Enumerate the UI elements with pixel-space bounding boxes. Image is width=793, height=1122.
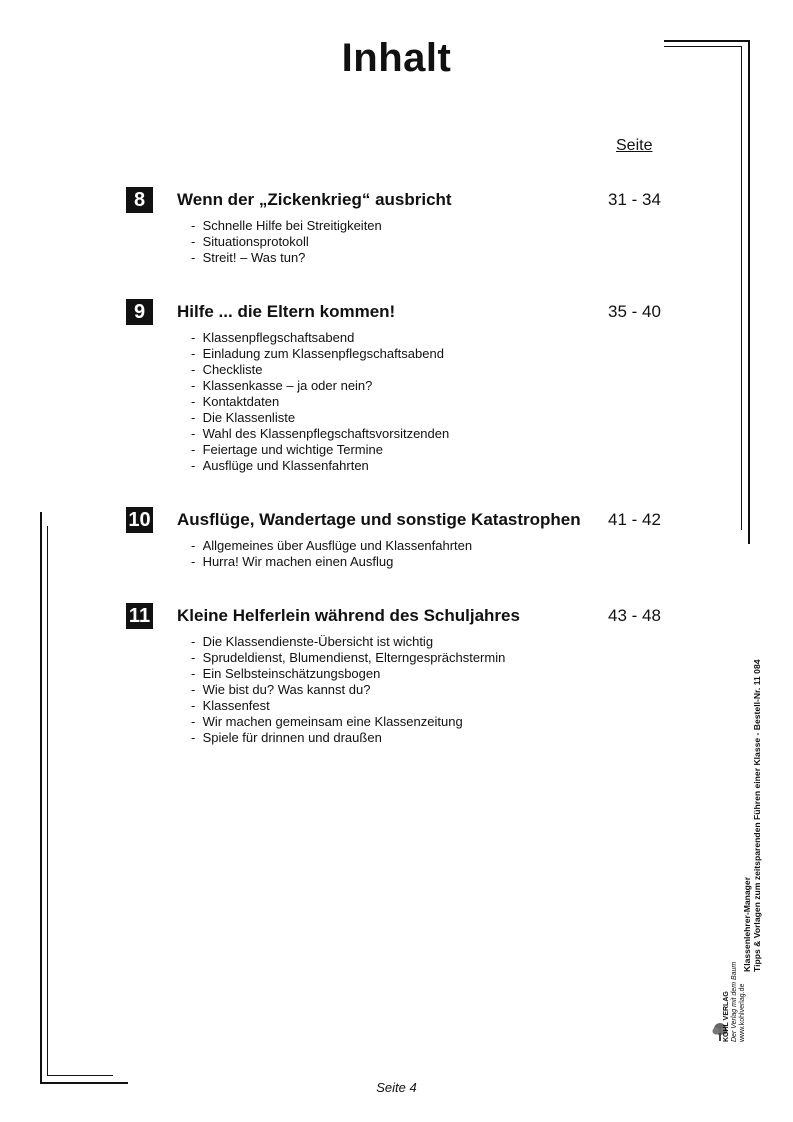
section-number-badge: 9: [126, 299, 153, 325]
section-items: [191, 330, 686, 474]
list-item: - Checkliste: [191, 362, 686, 378]
list-item: - Spiele für drinnen und draußen: [191, 730, 686, 746]
section-items: [191, 634, 686, 746]
list-item: - Streit! – Was tun?: [191, 250, 686, 266]
section-items: [191, 538, 686, 570]
page-title: Inhalt: [341, 36, 452, 80]
list-item: - Die Klassendienste-Übersicht ist wichtig: [191, 634, 686, 650]
toc-section-10: [126, 507, 686, 570]
section-title: Hilfe ... die Eltern kommen!: [177, 302, 396, 321]
section-number-badge: 10: [126, 507, 153, 533]
section-title: Ausflüge, Wandertage und sonstige Katastrophen: [177, 510, 581, 529]
section-pages: 31 - 34: [608, 190, 661, 209]
side-subtitle: Tipps & Vorlagen zum zeitsparenden Führen einer Klasse - Bestell-Nr. 11 084: [752, 659, 762, 972]
list-item: - Ausflüge und Klassenfahrten: [191, 458, 686, 474]
list-item: - Kontaktdaten: [191, 394, 686, 410]
list-item: - Allgemeines über Ausflüge und Klassenfahrten: [191, 538, 686, 554]
section-pages: 41 - 42: [608, 510, 661, 529]
list-item: - Hurra! Wir machen einen Ausflug: [191, 554, 686, 570]
list-item: - Sprudeldienst, Blumendienst, Elterngesprächstermin: [191, 650, 686, 666]
page-number-footer: Seite 4: [376, 1080, 417, 1095]
publisher-tagline: Der Verlag mit dem Baum: [731, 961, 738, 1042]
section-number-badge: 11: [126, 603, 153, 629]
list-item: - Schnelle Hilfe bei Streitigkeiten: [191, 218, 686, 234]
list-item: - Wir machen gemeinsam eine Klassenzeitung: [191, 714, 686, 730]
list-item: - Klassenfest: [191, 698, 686, 714]
list-item: - Wie bist du? Was kannst du?: [191, 682, 686, 698]
section-pages: 35 - 40: [608, 302, 661, 321]
section-pages: 43 - 48: [608, 606, 661, 625]
list-item: - Feiertage und wichtige Termine: [191, 442, 686, 458]
list-item: - Klassenpflegschaftsabend: [191, 330, 686, 346]
toc-section-9: [126, 299, 686, 474]
publisher-url: www.kohlverlag.de: [739, 983, 746, 1042]
toc-section-8: [126, 187, 686, 266]
list-item: - Situationsprotokoll: [191, 234, 686, 250]
side-publication-info: [742, 660, 762, 973]
list-item: - Wahl des Klassenpflegschaftsvorsitzenden: [191, 426, 686, 442]
side-title: Klassenlehrer-Manager: [742, 876, 752, 972]
section-title: Wenn der „Zickenkrieg“ ausbricht: [177, 190, 452, 209]
list-item: - Klassenkasse – ja oder nein?: [191, 378, 686, 394]
page-column-header: Seite: [616, 137, 653, 154]
list-item: - Ein Selbsteinschätzungsbogen: [191, 666, 686, 682]
section-items: [191, 218, 686, 266]
publisher-brand: KOHL VERLAG: [723, 991, 730, 1042]
list-item: - Einladung zum Klassenpflegschaftsabend: [191, 346, 686, 362]
toc-section-11: [126, 603, 686, 746]
section-number-badge: 8: [126, 187, 153, 213]
publisher-logo: [723, 962, 747, 1042]
section-title: Kleine Helferlein während des Schuljahres: [177, 606, 520, 625]
list-item: - Die Klassenliste: [191, 410, 686, 426]
